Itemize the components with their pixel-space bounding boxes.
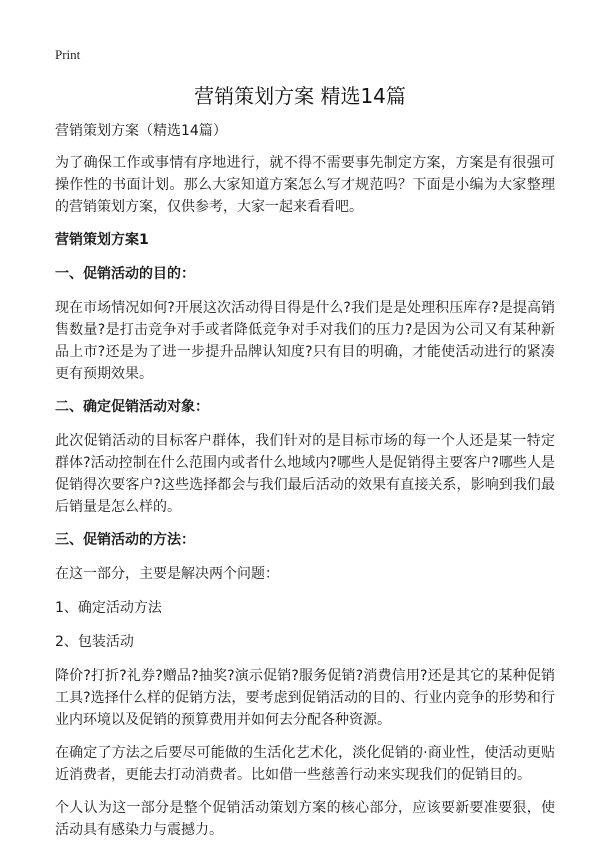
print-link[interactable]: Print <box>55 47 81 62</box>
heading-method: 三、促销活动的方法： <box>55 532 195 548</box>
document-body <box>55 120 555 852</box>
paragraph-purpose: 现在市场情况如何?开展这次活动得目得是什么?我们是是处理积压库存?是提高销售数量?是打击竞争对手或者降低竞争对手对我们的压力?是因为公司又有某种新品上市?还是为了进一步提升品牌认知度?只有目的明确，才能使活动进行的紧凑更有预期效果。 <box>55 300 555 382</box>
document-subtitle: 营销策划方案（精选14篇） <box>55 123 227 139</box>
paragraph-method-tools: 降价?打折?礼券?赠品?抽奖?演示促销?服务促销?消费信用?还是其它的某种促销工具?选择什么样的促销方法，要考虑到促销活动的目的、行业内竞争的形势和行业内环境以及促销的预算费用并如何去分配各种资源。 <box>55 668 555 728</box>
intro-paragraph: 为了确保工作或事情有序地进行，就不得不需要事先制定方案，方案是有很强可操作性的书面计划。那么大家知道方案怎么写才规范吗？下面是小编为大家整理的营销策划方案，仅供参考，大家一起来看看吧。 <box>55 155 555 215</box>
paragraph-method-style: 在确定了方法之后要尽可能做的生活化艺术化，淡化促销的·商业性，使活动更贴近消费者，更能去打动消费者。比如借一些慈善行动来实现我们的促销目的。 <box>55 745 555 783</box>
heading-purpose: 一、促销活动的目的： <box>55 266 195 282</box>
paragraph-method-intro: 在这一部分，主要是解决两个问题： <box>55 566 279 582</box>
heading-target: 二、确定促销活动对象： <box>55 399 209 415</box>
paragraph-method-core: 个人认为这一部分是整个促销活动策划方案的核心部分，应该要新要准要狠，使活动具有感染力与震撼力。 <box>55 800 555 838</box>
list-item-packaging: 2、包装活动 <box>55 634 134 650</box>
paragraph-target: 此次促销活动的目标客户群体，我们针对的是目标市场的每一个人还是某一特定群体?活动控制在什么范围内或者什么地域内?哪些人是促销得主要客户?哪些人是促销得次要客户?这些选择都会与我们最后活动的效果有直接关系，影响到我们最后销量是怎么样的。 <box>55 433 555 515</box>
document-title: 营销策划方案 精选14篇 <box>194 84 406 108</box>
list-item-method: 1、确定活动方法 <box>55 600 162 616</box>
section-title: 营销策划方案1 <box>55 232 149 248</box>
